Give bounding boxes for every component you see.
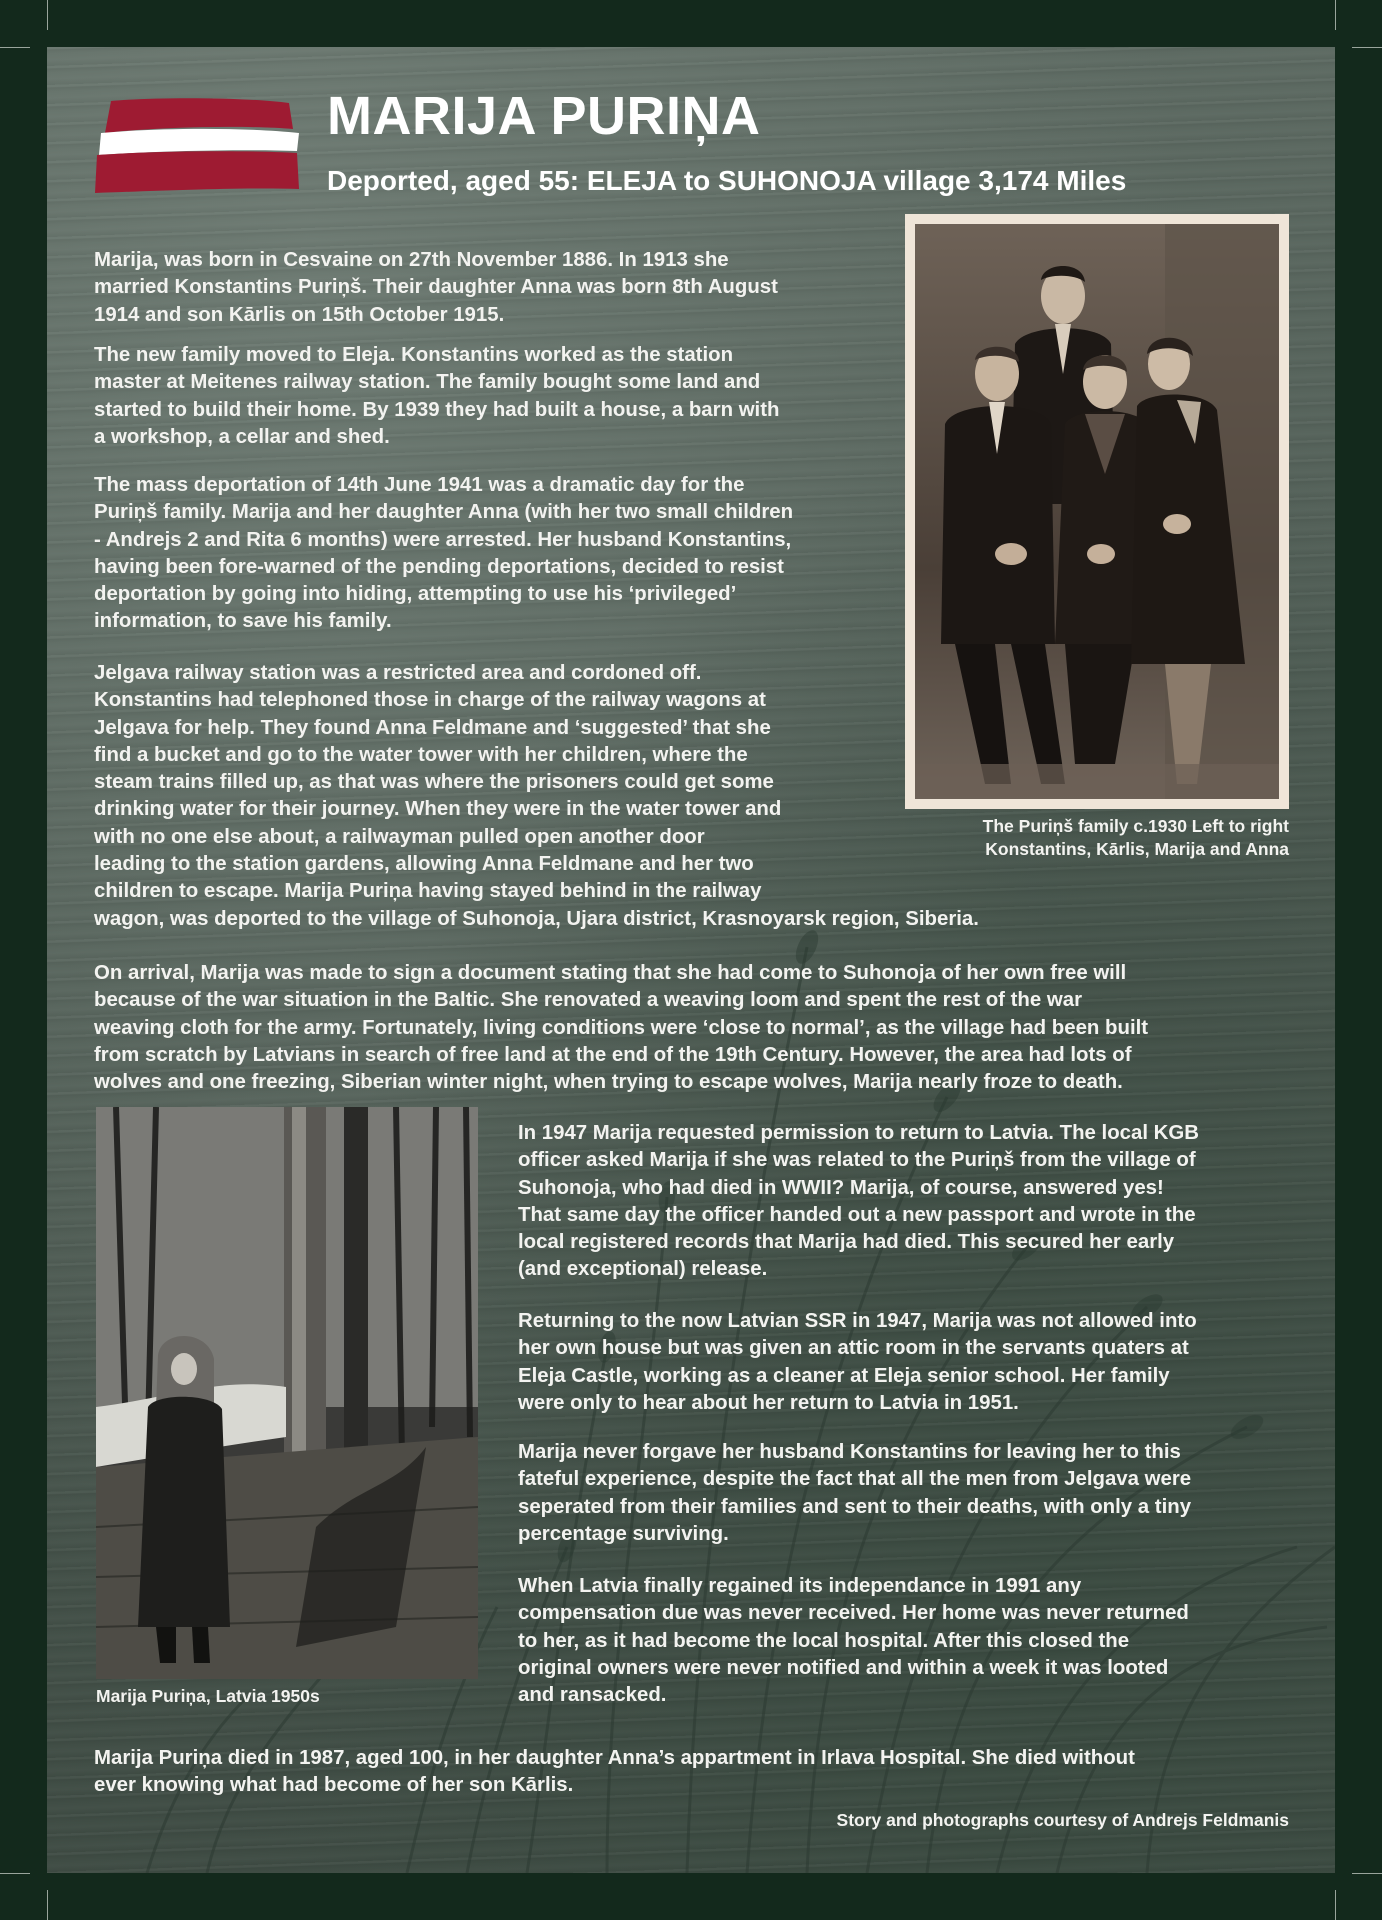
text-line: children to escape. Marija Puriņa having stayed behind in the railway — [94, 880, 762, 903]
text-line: On arrival, Marija was made to sign a document stating that she had come to Suhonoja of her own free will — [94, 962, 1127, 984]
text-line: When Latvia finally regained its independance in 1991 any — [518, 1575, 1082, 1597]
story-paragraph-1 — [94, 247, 778, 329]
text-line: from scratch by Latvians in search of free land at the end of the 19th Century. However, the area had lots of — [94, 1043, 1132, 1066]
family-photo-caption-line: The Puriņš family c.1930 Left to right — [982, 816, 1289, 836]
text-line: her own house but was given an attic room in the servants quaters at — [518, 1337, 1189, 1360]
text-line: Jelgava for help. They found Anna Feldmane and ‘suggested’ that she — [94, 716, 771, 739]
text-line: find a bucket and go to the water tower with her children, where the — [94, 743, 748, 766]
text-line: deportation by going into hiding, attempting to use his ‘privileged’ — [94, 583, 737, 606]
text-line: The mass deportation of 14th June 1941 was a dramatic day for the — [94, 474, 745, 496]
text-line: a workshop, a cellar and shed. — [94, 425, 390, 448]
text-line: having been fore-warned of the pending deportations, decided to resist — [94, 555, 784, 578]
crop-mark — [1335, 0, 1336, 30]
credit-line: Story and photographs courtesy of Andrejs Feldmanis — [836, 1810, 1289, 1830]
text-line: ever knowing what had become of her son Kārlis. — [94, 1774, 574, 1797]
story-paragraph-5 — [94, 960, 1148, 1096]
text-line: percentage surviving. — [518, 1522, 729, 1545]
text-line: married Konstantins Puriņš. Their daughter Anna was born 8th August — [94, 276, 778, 299]
text-line: Eleja Castle, working as a cleaner at Eleja senior school. Her family — [518, 1364, 1170, 1387]
text-line: weaving cloth for the army. Fortunately, living conditions were ‘close to normal’, as the village had been built — [94, 1016, 1149, 1039]
crop-mark — [0, 1873, 30, 1874]
story-paragraph-8 — [518, 1439, 1191, 1548]
crop-mark — [47, 0, 48, 30]
text-line: 1914 and son Kārlis on 15th October 1915. — [94, 303, 505, 326]
text-line: seperated from their families and sent to their deaths, with only a tiny — [518, 1495, 1192, 1518]
text-line: drinking water for their journey. When they were in the water tower and — [94, 798, 782, 821]
text-line: That same day the officer handed out a new passport and wrote in the — [518, 1203, 1196, 1226]
text-line: officer asked Marija if she was related to the Puriņš from the village of — [518, 1149, 1196, 1172]
story-paragraph-6 — [518, 1120, 1199, 1284]
text-line: local registered records that Marija had died. This secured her early — [518, 1231, 1175, 1254]
crop-mark — [0, 47, 30, 48]
text-line: master at Meitenes railway station. The family bought some land and — [94, 371, 761, 394]
poster-panel — [47, 47, 1335, 1873]
text-line: - Andrejs 2 and Rita 6 months) were arrested. Her husband Konstantins, — [94, 528, 792, 551]
text-line: The new family moved to Eleja. Konstantins worked as the station — [94, 344, 734, 366]
text-line: Marija never forgave her husband Konstantins for leaving her to this — [518, 1441, 1181, 1463]
crop-mark — [47, 1890, 48, 1920]
text-line: (and exceptional) release. — [518, 1258, 768, 1281]
story-paragraph-7 — [518, 1308, 1197, 1417]
text-line: steam trains filled up, as that was where the prisoners could get some — [94, 771, 774, 794]
text-line: started to build their home. By 1939 they had built a house, a barn with — [94, 398, 780, 421]
page-title: MARIJA PURIŅA — [327, 86, 761, 146]
crop-mark — [1335, 1890, 1336, 1920]
text-line: Suhonoja, who had died in WWII? Marija, of course, answered yes! — [518, 1176, 1164, 1199]
page-subtitle: Deported, aged 55: ELEJA to SUHONOJA village 3,174 Miles — [327, 165, 1127, 196]
text-line: to her, as it had become the local hospital. After this closed the — [518, 1629, 1130, 1652]
crop-mark — [1352, 47, 1382, 48]
text-line: and ransacked. — [518, 1684, 667, 1707]
text-line: Marija, was born in Cesvaine on 27th November 1886. In 1913 she — [94, 249, 729, 271]
portrait-photo — [96, 1107, 478, 1679]
story-paragraph-2 — [94, 342, 779, 451]
portrait-photo-caption: Marija Puriņa, Latvia 1950s — [96, 1686, 320, 1706]
story-paragraph-4 — [94, 660, 979, 933]
text-line: leading to the station gardens, allowing Anna Feldmane and her two — [94, 853, 754, 876]
text-line: because of the war situation in the Baltic. She renovated a weaving loom and spent the rest of the war — [94, 989, 1083, 1012]
story-paragraph-10 — [94, 1745, 1135, 1800]
text-line: original owners were never notified and within a week it was looted — [518, 1656, 1169, 1679]
text-line: Returning to the now Latvian SSR in 1947, Marija was not allowed into — [518, 1310, 1197, 1332]
text-line: were only to hear about her return to Latvia in 1951. — [518, 1391, 1019, 1414]
text-line: fateful experience, despite the fact that all the men from Jelgava were — [518, 1468, 1192, 1491]
family-photo-caption-line: Konstantins, Kārlis, Marija and Anna — [985, 839, 1289, 859]
story-paragraph-3 — [94, 472, 793, 636]
latvian-flag-icon — [93, 95, 301, 195]
crop-mark — [1352, 1873, 1382, 1874]
text-line: with no one else about, a railwayman pulled open another door — [94, 825, 705, 848]
story-paragraph-9 — [518, 1573, 1189, 1709]
text-line: Marija Puriņa died in 1987, aged 100, in her daughter Anna’s appartment in Irlava Hospital. She died without — [94, 1747, 1135, 1769]
text-line: wagon, was deported to the village of Suhonoja, Ujara district, Krasnoyarsk region, Siberia. — [94, 907, 979, 930]
text-line: Puriņš family. Marija and her daughter Anna (with her two small children — [94, 501, 794, 524]
text-line: wolves and one freezing, Siberian winter night, when trying to escape wolves, Marija nearly froze to death. — [94, 1071, 1123, 1094]
text-line: Jelgava railway station was a restricted area and cordoned off. — [94, 662, 702, 684]
text-line: information, to save his family. — [94, 610, 392, 633]
text-line: In 1947 Marija requested permission to return to Latvia. The local KGB — [518, 1122, 1199, 1144]
text-line: Konstantins had telephoned those in charge of the railway wagons at — [94, 689, 766, 712]
text-line: compensation due was never received. Her home was never returned — [518, 1602, 1189, 1625]
